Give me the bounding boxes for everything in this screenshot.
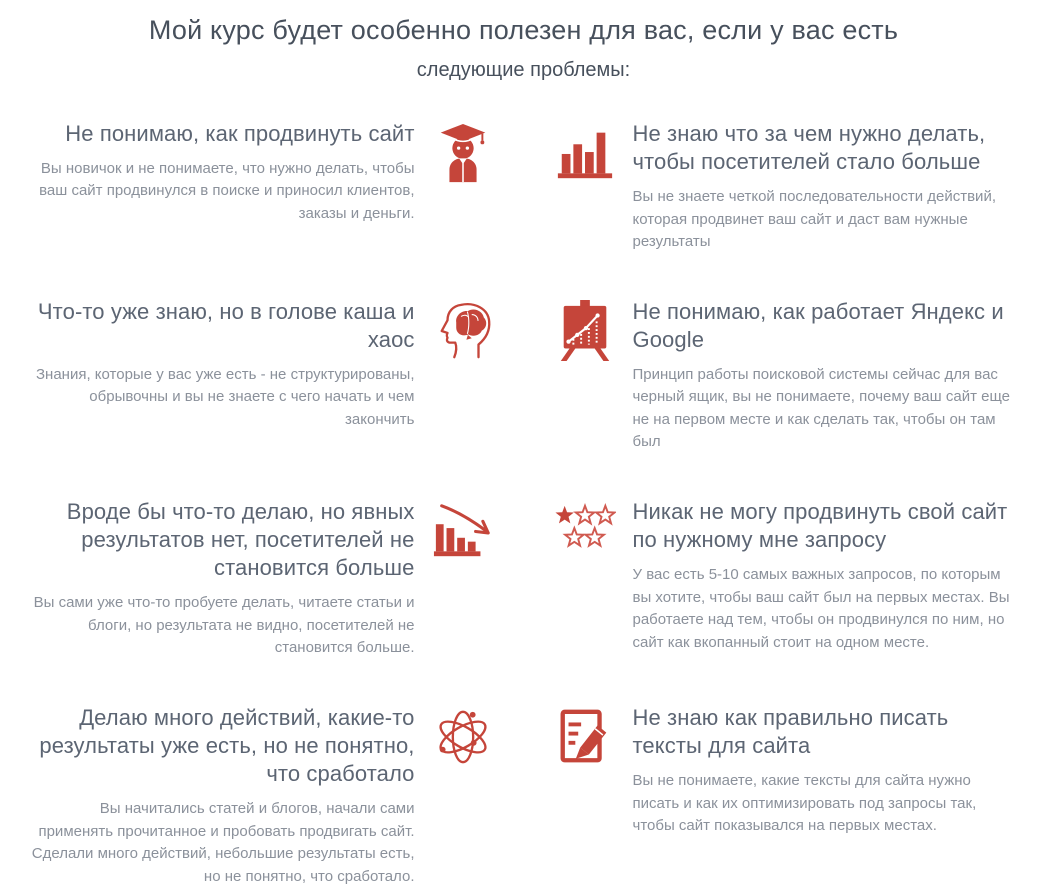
graduate-icon bbox=[432, 122, 494, 184]
rating-stars-icon bbox=[554, 500, 616, 562]
problem-description: Принцип работы поисковой системы сейчас для вас черный ящик, вы не понимаете, почему ваш сайт еще не на первом месте и как сделать так, чтобы он там был bbox=[632, 365, 1010, 451]
problem-description: Вы сами уже что-то пробуете делать, читаете статьи и блоги, но результата не видно, посетителей не становится больше. bbox=[33, 594, 415, 657]
problem-description: У вас есть 5-10 самых важных запросов, по которым вы хотите, чтобы ваш сайт был на первых местах. Вы работаете над тем, чтобы он продвинулся по ним, но сайт как вкопанный стоит на одном месте. bbox=[632, 566, 1010, 651]
problem-description: Вы не знаете четкой последовательности действий, которая продвинет ваш сайт и даст вам нужные результаты bbox=[632, 188, 996, 251]
problem-description: Вы новичок и не понимаете, что нужно делать, чтобы ваш сайт продвинулся в поиске и приносил клиентов, заказы и деньги. bbox=[39, 159, 415, 222]
problem-description: Вы не понимаете, какие тексты для сайта нужно писать и как их оптимизировать под запросы так, чтобы сайт показывался на первых местах. bbox=[632, 772, 977, 835]
problem-title: Что-то уже знаю, но в голове каша и хаос bbox=[37, 298, 415, 352]
problem-item-2 bbox=[554, 120, 1018, 254]
section-subtitle: следующие проблемы: bbox=[416, 58, 631, 81]
atom-icon bbox=[432, 706, 494, 768]
problem-title: Вроде бы что-то делаю, но явных результатов нет, посетителей не становится больше bbox=[66, 498, 415, 581]
problem-description: Знания, которые у вас уже есть - не структурированы, обрывочны и вы не знаете с чего начать и чем закончить bbox=[36, 365, 415, 428]
problem-item-6 bbox=[554, 498, 1018, 654]
problem-item-8 bbox=[554, 704, 1018, 838]
problem-item-7 bbox=[30, 704, 494, 888]
problem-title: Не понимаю, как продвинуть сайт bbox=[65, 120, 415, 146]
problem-title: Не понимаю, как работает Яндекс и Google bbox=[632, 298, 1004, 352]
problem-item-1 bbox=[30, 120, 494, 226]
problem-item-5 bbox=[30, 498, 494, 660]
problem-title: Не знаю что за чем нужно делать, чтобы посетителей стало больше bbox=[632, 120, 986, 174]
problem-title: Никак не могу продвинуть свой сайт по нужному мне запросу bbox=[632, 498, 1008, 553]
problems-grid bbox=[30, 120, 1017, 888]
easel-chart-icon bbox=[554, 300, 616, 362]
problem-title: Делаю много действий, какие-то результаты уже есть, но не понятно, что сработало bbox=[39, 704, 415, 787]
problem-item-3 bbox=[30, 298, 494, 432]
document-pencil-icon bbox=[554, 706, 616, 768]
problem-title: Не знаю как правильно писать тексты для сайта bbox=[632, 704, 949, 758]
problem-description: Вы начитались статей и блогов, начали сами применять прочитанное и пробовать продвигать сайт. Сделали много действий, небольшие результаты есть, но не понятно, что сработало. bbox=[31, 800, 415, 885]
problem-item-4 bbox=[554, 298, 1018, 454]
brain-icon bbox=[432, 300, 494, 362]
declining-chart-icon bbox=[432, 500, 494, 562]
section-title: Мой курс будет особенно полезен для вас, если у вас есть bbox=[148, 15, 899, 45]
bar-chart-icon bbox=[554, 122, 616, 184]
